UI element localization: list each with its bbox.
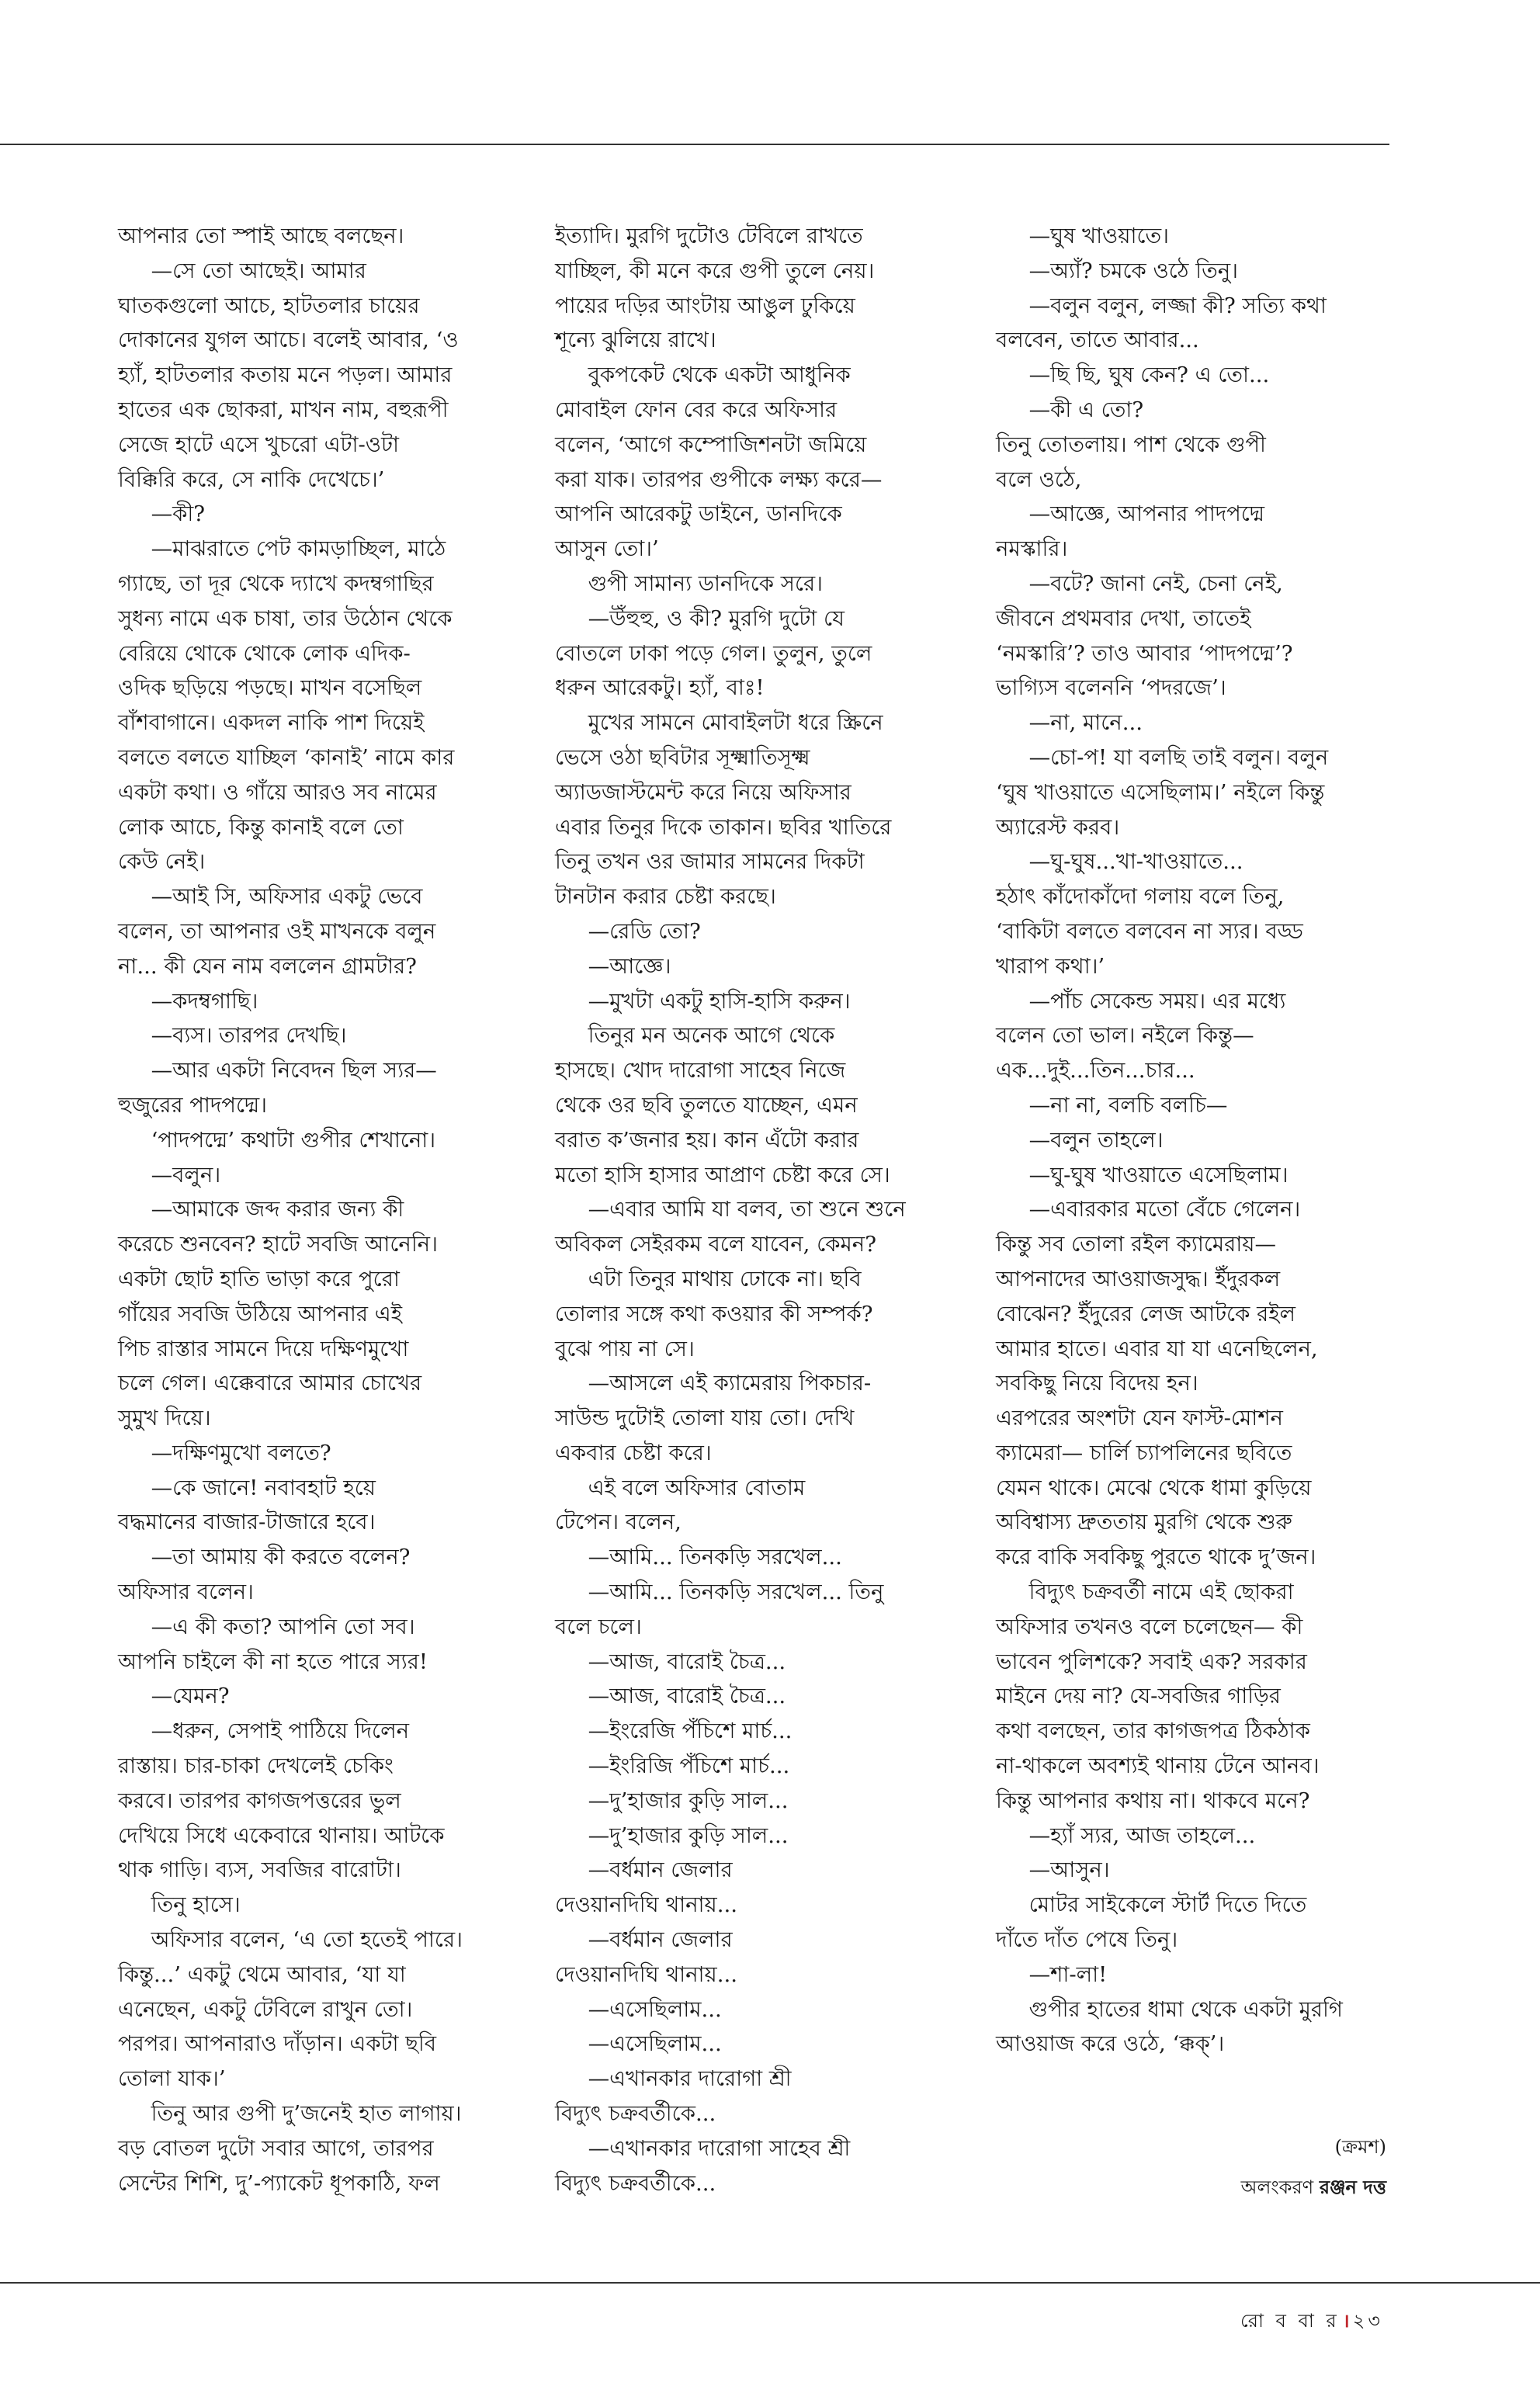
text-line: —এবার আমি যা বলব, তা শুনে শুনে: [588, 1197, 906, 1223]
text-line: —উঁহুহু, ও কী? মুরগি দুটো যে: [588, 605, 845, 631]
text-line: হাসছে। খোদ দারোগা সাহেব নিজে: [555, 1058, 846, 1084]
text-line: এক...দুই...তিন...চার...: [996, 1058, 1195, 1084]
text-line: —বলুন তাহলে।: [1028, 1127, 1164, 1153]
text-line: বলেন তো ভাল। নইলে কিন্তু—: [996, 1023, 1254, 1049]
text-line: হ্যাঁ, হাটতলার কতায় মনে পড়ল। আমার: [118, 362, 453, 388]
text-line: গুপী সামান্য ডানদিকে সরে।: [588, 571, 823, 596]
text-line: —আমি... তিনকড়ি সরখেল...: [588, 1545, 842, 1570]
text-line: ‘ঘুষ খাওয়াতে এসেছিলাম।’ নইলে কিন্তু: [996, 779, 1325, 805]
illustration-label: অলংকরণ: [1240, 2176, 1314, 2198]
text-line: বিদ্যুৎ চক্রবর্তীকে...: [555, 2101, 716, 2127]
text-line: —তা আমায় কী করতে বলেন?: [151, 1545, 411, 1570]
text-line: বড় বোতল দুটো সবার আগে, তারপর: [118, 2135, 434, 2161]
text-line: —এসেছিলাম...: [588, 1996, 722, 2022]
text-line: আপনার তো স্পাই আছে বলছেন।: [118, 224, 404, 248]
text-line: মোবাইল ফোন বের করে অফিসার: [555, 397, 838, 422]
text-line: আসুন তো।’: [555, 536, 659, 562]
text-line: —ব্যস। তারপর দেখছি।: [151, 1023, 347, 1049]
text-line: বিদ্যুৎ চক্রবর্তীকে...: [555, 2170, 716, 2196]
text-line: অবিশ্বাস্য দ্রুততায় মুরগি থেকে শুরু: [996, 1510, 1292, 1535]
text-line: —বলুন।: [151, 1162, 221, 1188]
text-line: কথা বলছেন, তার কাগজপত্র ঠিকঠাক: [996, 1718, 1310, 1744]
text-column-3: [996, 219, 1396, 2062]
text-line: তিনু তোতলায়। পাশ থেকে গুপী: [996, 432, 1266, 457]
text-line: এই বলে অফিসার বোতাম: [588, 1475, 806, 1500]
text-line: তিনু হাসে।: [151, 1892, 241, 1918]
text-column-1: [118, 219, 518, 2201]
text-line: বাঁশবাগানে। একদল নাকি পাশ দিয়েই: [118, 710, 425, 736]
text-line: —ঘুষ খাওয়াতে।: [1028, 224, 1169, 248]
text-line: একটা কথা। ও গাঁয়ে আরও সব নামের: [118, 779, 437, 805]
text-line: —আসুন।: [1028, 1857, 1110, 1883]
text-line: ঘাতকগুলো আচে, হাটতলার চায়ের: [118, 293, 420, 318]
text-line: মুখের সামনে মোবাইলটা ধরে স্ক্রিনে: [588, 710, 883, 736]
text-line: একবার চেষ্টা করে।: [555, 1440, 712, 1465]
text-line: চলে গেল। এক্কেবারে আমার চোখের: [118, 1371, 422, 1396]
text-line: —সে তো আছেই। আমার: [151, 258, 366, 283]
text-line: —এ কী কতা? আপনি তো সব।: [151, 1614, 415, 1639]
text-line: কেউ নেই।: [118, 849, 206, 875]
text-line: বলে ওঠে,: [996, 466, 1082, 492]
text-line: তিনু আর গুপী দু’জনেই হাত লাগায়।: [151, 2101, 462, 2127]
text-line: —বর্ধমান জেলার: [588, 1857, 733, 1883]
text-line: বিক্কিরি করে, সে নাকি দেখেচে।’: [118, 466, 385, 492]
text-line: হাতের এক ছোকরা, মাখন নাম, বহুরূপী: [118, 397, 449, 422]
text-line: —রেডি তো?: [588, 918, 701, 944]
text-line: মাইনে দেয় না? যে-সবজির গাড়ির: [996, 1684, 1281, 1709]
text-line: —ইংরিজি পঁচিশে মার্চ...: [588, 1753, 790, 1779]
text-line: পায়ের দড়ির আংটায় আঙুল ঢুকিয়ে: [555, 293, 855, 318]
text-line: ‘নমস্কারি’? তাও আবার ‘পাদপদ্মে’?: [996, 640, 1293, 666]
text-line: এনেছেন, একটু টেবিলে রাখুন তো।: [118, 1996, 413, 2022]
text-line: —ঘু-ঘুষ...খা-খাওয়াতে...: [1028, 849, 1243, 875]
text-line: মোটর সাইকেলে স্টার্ট দিতে দিতে: [1028, 1892, 1307, 1918]
text-line: সবকিছু নিয়ে বিদেয় হন।: [996, 1371, 1198, 1396]
text-line: বুকপকেট থেকে একটা আধুনিক: [588, 362, 851, 388]
text-line: এটা তিনুর মাথায় ঢোকে না। ছবি: [588, 1266, 862, 1292]
continued-note: (ক্রমশ): [1334, 2136, 1386, 2158]
text-line: —দক্ষিণমুখো বলতে?: [151, 1440, 331, 1465]
text-line: কিন্তু আপনার কথায় না। থাকবে মনে?: [996, 1788, 1310, 1813]
text-line: বদ্ধমানের বাজার-টাজারে হবে।: [118, 1510, 376, 1535]
text-line: ‘পাদপদ্মে’ কথাটা গুপীর শেখানো।: [151, 1127, 436, 1153]
text-line: —এবারকার মতো বেঁচে গেলেন।: [1028, 1197, 1301, 1223]
text-line: —বর্ধমান জেলার: [588, 1927, 733, 1953]
text-line: —শা-লা!: [1028, 1961, 1108, 1987]
text-line: তোলা যাক।’: [118, 2066, 226, 2092]
text-line: ভেসে ওঠা ছবিটার সূক্ষ্মাতিসূক্ষ্ম: [555, 744, 810, 770]
text-line: —ধরুন, সেপাই পাঠিয়ে দিলেন: [151, 1718, 410, 1744]
text-line: অফিসার তখনও বলে চলেছেন— কী: [996, 1614, 1303, 1639]
text-line: রাস্তায়। চার-চাকা দেখলেই চেকিং: [118, 1753, 394, 1779]
text-line: —আজ্ঞে।: [588, 953, 671, 979]
text-line: বলেন, তা আপনার ওই মাখনকে বলুন: [118, 918, 436, 944]
text-line: বরাত ক’জনার হয়। কান এঁটো করার: [555, 1127, 859, 1153]
text-line: —আই সি, অফিসার একটু ভেবে: [151, 884, 423, 910]
text-line: ওদিক ছড়িয়ে পড়ছে। মাখন বসেছিল: [118, 675, 422, 701]
text-line: করে বাকি সবকিছু পুরতে থাকে দু’জন।: [996, 1545, 1316, 1570]
text-line: আপনি চাইলে কী না হতে পারে স্যর!: [118, 1649, 428, 1674]
text-line: তোলার সঙ্গে কথা কওয়ার কী সম্পর্ক?: [555, 1301, 873, 1327]
text-line: গাঁয়ের সবজি উঠিয়ে আপনার এই: [118, 1301, 403, 1327]
text-line: —ঘু-ঘুষ খাওয়াতে এসেছিলাম।: [1028, 1162, 1289, 1188]
text-line: অফিসার বলেন, ‘এ তো হতেই পারে।: [151, 1927, 463, 1953]
magazine-name: রো ব বা র: [1240, 2310, 1340, 2332]
text-line: ধরুন আরেকটু। হ্যাঁ, বাঃ!: [555, 675, 765, 701]
text-line: —ইংরেজি পঁচিশে মার্চ...: [588, 1718, 793, 1744]
text-line: ইত্যাদি। মুরগি দুটোও টেবিলে রাখতে: [555, 224, 863, 248]
text-line: এবার তিনুর দিকে তাকান। ছবির খাতিরে: [555, 814, 892, 840]
text-line: —আর একটা নিবেদন ছিল স্যর—: [151, 1058, 437, 1084]
text-line: —কদম্বগাছি।: [151, 988, 258, 1014]
text-line: —অ্যাঁ? চমকে ওঠে তিনু।: [1028, 258, 1238, 283]
text-line: ক্যামেরা— চার্লি চ্যাপলিনের ছবিতে: [996, 1440, 1292, 1465]
bottom-rule: [0, 2282, 1540, 2284]
text-line: দেখিয়ে সিধে একেবারে থানায়। আটকে: [118, 1822, 445, 1848]
text-line: —কে জানে! নবাবহাট হয়ে: [151, 1475, 376, 1500]
text-line: বলবেন, তাতে আবার...: [996, 328, 1199, 353]
text-line: —আমাকে জব্দ করার জন্য কী: [151, 1197, 404, 1223]
text-line: গুপীর হাতের ধামা থেকে একটা মুরগি: [1028, 1996, 1343, 2022]
text-line: লোক আচে, কিন্তু কানাই বলে তো: [118, 814, 404, 840]
text-line: একটা ছোট হাতি ভাড়া করে পুরো: [118, 1266, 400, 1292]
text-line: বলতে বলতে যাচ্ছিল ‘কানাই’ নামে কার: [118, 744, 455, 770]
text-line: —এখানকার দারোগা সাহেব শ্রী: [588, 2135, 851, 2161]
text-line: অফিসার বলেন।: [118, 1580, 254, 1605]
text-line: হুজুরের পাদপদ্মে।: [118, 1092, 268, 1118]
text-line: যেমন থাকে। মেঝে থেকে ধামা কুড়িয়ে: [996, 1475, 1312, 1500]
text-line: থাক গাড়ি। ব্যস, সবজির বারোটা।: [118, 1857, 401, 1883]
text-line: না... কী যেন নাম বললেন গ্রামটার?: [118, 953, 417, 979]
text-line: —কী এ তো?: [1028, 397, 1144, 422]
text-line: নমস্কারি।: [996, 536, 1068, 562]
text-line: কিন্তু সব তোলা রইল ক্যামেরায়—: [996, 1232, 1276, 1257]
text-line: কিন্তু...’ একটু থেমে আবার, ‘যা যা: [118, 1961, 406, 1987]
footer-separator: ।: [1342, 2309, 1350, 2332]
text-line: —না না, বলচি বলচি—: [1028, 1092, 1228, 1118]
text-line: করা যাক। তারপর গুপীকে লক্ষ্য করে—: [555, 466, 883, 492]
text-line: —যেমন?: [151, 1684, 230, 1709]
illustration-credit: [1241, 2173, 1386, 2204]
text-line: —মুখটা একটু হাসি-হাসি করুন।: [588, 988, 851, 1014]
text-line: না-থাকলে অবশ্যই থানায় টেনে আনব।: [996, 1753, 1320, 1779]
text-line: হঠাৎ কাঁদোকাঁদো গলায় বলে তিনু,: [996, 884, 1285, 910]
text-line: —না, মানে...: [1028, 710, 1143, 736]
text-line: —আসলে এই ক্যামেরায় পিকচার-: [588, 1371, 872, 1396]
text-line: —এসেছিলাম...: [588, 2031, 722, 2057]
text-line: আপনি আরেকটু ডাইনে, ডানদিকে: [555, 501, 842, 527]
text-line: জীবনে প্রথমবার দেখা, তাতেই: [996, 605, 1251, 631]
text-line: বলে চলে।: [555, 1614, 642, 1639]
text-line: —কী?: [151, 501, 205, 527]
text-line: সেজে হাটে এসে খুচরো এটা-ওটা: [118, 432, 399, 457]
text-line: করবে। তারপর কাগজপত্তরের ভুল: [118, 1788, 401, 1813]
text-line: এরপরের অংশটা যেন ফাস্ট-মোশন: [996, 1406, 1283, 1431]
text-line: —আমি... তিনকড়ি সরখেল... তিনু: [588, 1580, 884, 1605]
top-rule: [0, 144, 1389, 145]
text-line: —পাঁচ সেকেন্ড সময়। এর মধ্যে: [1028, 988, 1286, 1014]
text-line: মতো হাসি হাসার আপ্রাণ চেষ্টা করে সে।: [555, 1162, 890, 1188]
text-line: দোকানের যুগল আচে। বলেই আবার, ‘ও: [118, 328, 459, 353]
text-line: অবিকল সেইরকম বলে যাবেন, কেমন?: [555, 1232, 876, 1257]
text-line: —আজ, বারোই চৈত্র...: [588, 1684, 786, 1709]
text-line: বিদ্যুৎ চক্রবর্তী নামে এই ছোকরা: [1028, 1580, 1294, 1605]
text-line: —হ্যাঁ স্যর, আজ তাহলে...: [1028, 1822, 1256, 1848]
text-line: আপনাদের আওয়াজসুদ্ধ। ইঁদুরকল: [996, 1266, 1281, 1292]
text-line: আমার হাতে। এবার যা যা এনেছিলেন,: [996, 1336, 1318, 1361]
text-line: অ্যারেস্ট করব।: [996, 814, 1120, 840]
text-line: —দু’হাজার কুড়ি সাল...: [588, 1822, 789, 1848]
text-line: দাঁতে দাঁত পেষে তিনু।: [996, 1927, 1178, 1953]
text-line: ‘বাকিটা বলতে বলবেন না স্যর। বড্ড: [996, 918, 1303, 944]
text-line: বলেন, ‘আগে কম্পোজিশনটা জমিয়ে: [555, 432, 867, 457]
text-line: অ্যাডজাস্টমেন্ট করে নিয়ে অফিসার: [555, 779, 852, 805]
text-line: —দু’হাজার কুড়ি সাল...: [588, 1788, 789, 1813]
text-line: ভাগ্যিস বলেননি ‘পদরজে’।: [996, 675, 1226, 701]
text-line: গ্যাছে, তা দূর থেকে দ্যাখে কদম্বগাছির: [118, 571, 434, 596]
text-line: —বলুন বলুন, লজ্জা কী? সত্যি কথা: [1028, 293, 1327, 318]
text-column-2: [555, 219, 955, 2201]
text-line: শূন্যে ঝুলিয়ে রাখে।: [555, 328, 716, 353]
text-line: দেওয়ানদিঘি থানায়...: [555, 1892, 737, 1918]
text-line: সুমুখ দিয়ে।: [118, 1406, 211, 1431]
page-number: ২৩: [1352, 2310, 1383, 2332]
text-line: সুধন্য নামে এক চাষা, তার উঠোন থেকে: [118, 605, 453, 631]
text-line: পিচ রাস্তার সামনে দিয়ে দক্ষিণমুখো: [118, 1336, 409, 1361]
text-line: টানটান করার চেষ্টা করছে।: [555, 884, 776, 910]
text-line: তিনুর মন অনেক আগে থেকে: [588, 1023, 835, 1049]
illustrator-name: রঞ্জন দত্ত: [1319, 2176, 1386, 2198]
text-line: দেওয়ানদিঘি থানায়...: [555, 1961, 737, 1987]
page-footer: [1240, 2307, 1383, 2338]
text-line: তিনু তখন ওর জামার সামনের দিকটা: [555, 849, 865, 875]
text-line: বোঝেন? ইঁদুরের লেজ আটকে রইল: [996, 1301, 1296, 1327]
text-line: পরপর। আপনারাও দাঁড়ান। একটা ছবি: [118, 2031, 437, 2057]
text-line: —ছি ছি, ঘুষ কেন? এ তো...: [1028, 362, 1270, 388]
text-line: বোতলে ঢাকা পড়ে গেল। তুলুন, তুলে: [555, 640, 872, 666]
text-line: —আজ, বারোই চৈত্র...: [588, 1649, 786, 1674]
text-line: থেকে ওর ছবি তুলতে যাচ্ছেন, এমন: [555, 1092, 858, 1118]
text-line: —আজ্ঞে, আপনার পাদপদ্মে: [1028, 501, 1265, 527]
text-line: —বটে? জানা নেই, চেনা নেই,: [1028, 571, 1283, 596]
text-line: বেরিয়ে থোকে থোকে লোক এদিক-: [118, 640, 411, 666]
text-line: আওয়াজ করে ওঠে, ‘ক্কক্’।: [996, 2031, 1225, 2057]
text-line: সাউন্ড দুটোই তোলা যায় তো। দেখি: [555, 1406, 855, 1431]
text-line: যাচ্ছিল, কী মনে করে গুপী তুলে নেয়।: [555, 258, 875, 283]
text-line: —এখানকার দারোগা শ্রী: [588, 2066, 792, 2092]
text-line: —চো-প! যা বলছি তাই বলুন। বলুন: [1028, 744, 1329, 770]
text-line: খারাপ কথা।’: [996, 953, 1105, 979]
text-line: করেচে শুনবেন? হাটে সবজি আনেনি।: [118, 1232, 438, 1257]
text-line: টেপেন। বলেন,: [555, 1510, 682, 1535]
text-line: বুঝে পায় না সে।: [555, 1336, 695, 1361]
text-line: ভাবেন পুলিশকে? সবাই এক? সরকার: [996, 1649, 1307, 1674]
text-line: সেন্টের শিশি, দু’-প্যাকেট ধূপকাঠি, ফল: [118, 2170, 440, 2196]
text-line: —মাঝরাতে পেট কামড়াচ্ছিল, মাঠে: [151, 536, 446, 562]
